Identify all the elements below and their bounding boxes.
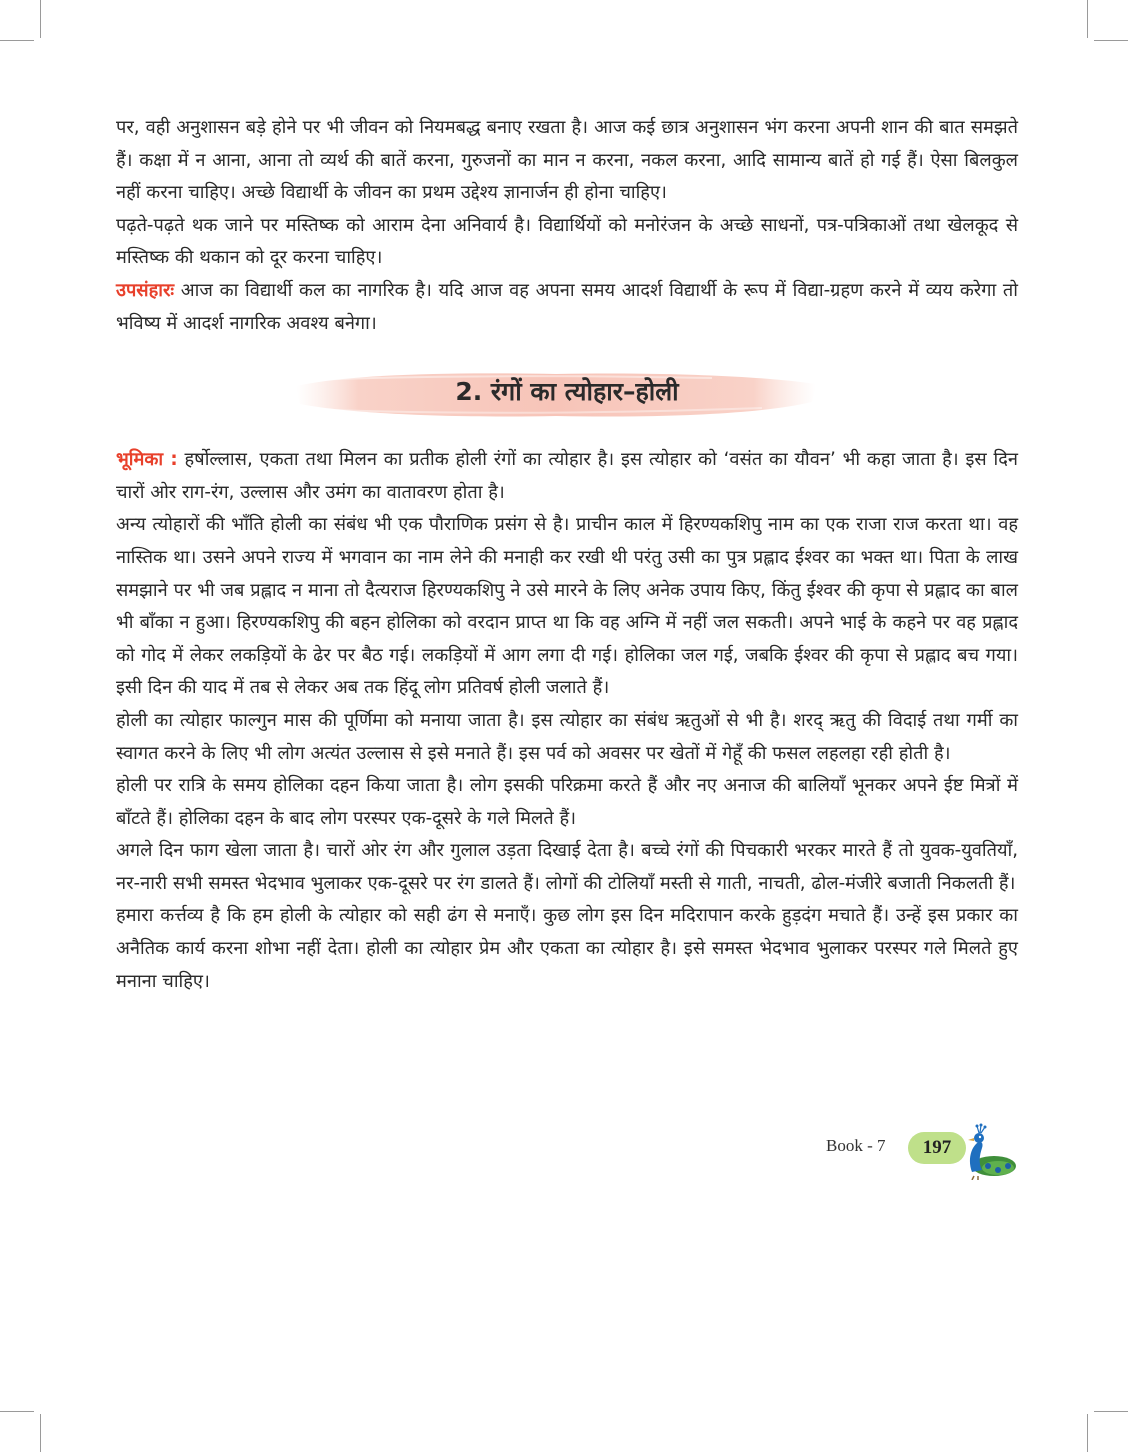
paragraph-text: अन्य त्योहारों की भाँति होली का संबंध भी एक पौराणिक प्रसंग से है। प्राचीन काल में हिरण्यकशिपु नाम का एक राजा राज करता था। वह नास्तिक था। उसने अपने राज्य में भगवान का नाम लेने की मनाही कर रखी थी परंतु उसी का पुत्र प्रह्लाद ईश्वर का भक्त था। पिता के लाख समझाने पर भी जब प्रह्लाद न माना तो दैत्यराज हिरण्यकशिपु ने उसे मारने के लिए अनेक उपाय किए, किंतु ईश्वर की कृपा से प्रह्लाद का बाल भी बाँका न हुआ। हिरण्यकशिपु की बहन होलिका को वरदान प्राप्त था कि वह अग्नि में नहीं जल सकती। अपने भाई के कहने पर वह प्रह्लाद को गोद में लेकर लकड़ियों के ढेर पर बैठ गई। लकड़ियों में आग लगा दी गई। होलिका जल गई, जबकि ईश्वर की कृपा से प्रह्लाद बच गया। इसी दिन की याद में तब से लेकर अब तक हिंदू लोग प्रतिवर्ष होली जलाते हैं। — [116, 514, 1018, 699]
book-label: Book - 7 — [826, 1136, 886, 1155]
paragraph — [116, 210, 1018, 275]
paragraph — [116, 509, 1018, 705]
paragraph-text: आज का विद्यार्थी कल का नागरिक है। यदि आज वह अपना समय आदर्श विद्यार्थी के रूप में विद्या-ग्रहण करने में व्यय करेगा तो भविष्य में आदर्श नागरिक अवश्य बनेगा। — [116, 279, 1018, 334]
intro-paragraph — [116, 444, 1018, 509]
paragraph — [116, 900, 1018, 998]
crop-mark — [0, 1411, 34, 1412]
paragraph — [116, 112, 1018, 210]
page-number: 197 — [908, 1132, 966, 1164]
paragraph-text: हर्षोल्लास, एकता तथा मिलन का प्रतीक होली रंगों का त्योहार है। इस त्योहार को ‘वसंत का यौवन’ भी कहा जाता है। इस दिन चारों ओर राग-रंग, उल्लास और उमंग का वातावरण होता है। — [116, 449, 1018, 503]
paragraph — [116, 705, 1018, 770]
paragraph-text: पर, वही अनुशासन बड़े होने पर भी जीवन को नियमबद्ध बनाए रखता है। आज कई छात्र अनुशासन भंग करना अपनी शान की बात समझते हैं। कक्षा में न आना, आना तो व्यर्थ की बातें करना, गुरुजनों का मान न करना, नकल करना, आदि सामान्य बातें हो गई हैं। ऐसा बिलकुल नहीं करना चाहिए। अच्छे विद्यार्थी के जीवन का प्रथम उद्देश्य ज्ञानार्जन ही होना चाहिए। — [116, 117, 1018, 204]
intro-label: भूमिका : — [116, 449, 178, 471]
crop-mark — [1087, 0, 1088, 38]
crop-mark — [1094, 40, 1128, 41]
crop-mark — [0, 40, 34, 41]
page-content — [116, 112, 1018, 998]
paragraph — [116, 835, 1018, 900]
crop-mark — [1094, 1411, 1128, 1412]
crop-mark — [40, 0, 41, 38]
paragraph-text: हमारा कर्त्तव्य है कि हम होली के त्योहार को सही ढंग से मनाएँ। कुछ लोग इस दिन मदिरापान करके हुड़दंग मचाते हैं। उन्हें इस प्रकार का अनैतिक कार्य करना शोभा नहीं देता। होली का त्योहार प्रेम और एकता का त्योहार है। इसे समस्त भेदभाव भुलाकर परस्पर गले मिलते हुए मनाना चाहिए। — [116, 905, 1018, 992]
paragraph — [116, 770, 1018, 835]
paragraph-text: होली का त्योहार फाल्गुन मास की पूर्णिमा को मनाया जाता है। इस त्योहार का संबंध ऋतुओं से भी है। शरद् ऋतु की विदाई तथा गर्मी का स्वागत करने के लिए भी लोग अत्यंत उल्लास से इसे मनाते हैं। इस पर्व को अवसर पर खेतों में गेहूँ की फसल लहलहा रही होती है। — [116, 709, 1018, 764]
conclusion-paragraph — [116, 275, 1018, 340]
essay-2 — [116, 444, 1018, 998]
essay-1-ending — [116, 112, 1018, 340]
peacock-icon — [954, 1122, 1016, 1180]
section-heading — [116, 352, 1018, 438]
crop-mark — [40, 1414, 41, 1452]
conclusion-label: उपसंहारः — [116, 279, 175, 301]
paragraph-text: अगले दिन फाग खेला जाता है। चारों ओर रंग और गुलाल उड़ता दिखाई देता है। बच्चे रंगों की पिचकारी भरकर मारते हैं तो युवक-युवतियाँ, नर-नारी सभी समस्त भेदभाव भुलाकर एक-दूसरे पर रंग डालते हैं। लोगों की टोलियाँ मस्ती से गाती, नाचती, ढोल-मंजीरे बजाती निकलती हैं। — [116, 840, 1018, 894]
page-footer — [826, 1122, 1026, 1182]
section-title: 2. रंगों का त्योहार–होली — [455, 377, 679, 407]
paragraph-text: पढ़ते-पढ़ते थक जाने पर मस्तिष्क को आराम देना अनिवार्य है। विद्यार्थियों को मनोरंजन के अच्छे साधनों, पत्र-पत्रिकाओं तथा खेलकूद से मस्तिष्क की थकान को दूर करना चाहिए। — [116, 214, 1018, 269]
paragraph-text: होली पर रात्रि के समय होलिका दहन किया जाता है। लोग इसकी परिक्रमा करते हैं और नए अनाज की बालियाँ भूनकर अपने ईष्ट मित्रों में बाँटते हैं। होलिका दहन के बाद लोग परस्पर एक-दूसरे के गले मिलते हैं। — [116, 775, 1018, 829]
crop-mark — [1087, 1414, 1088, 1452]
